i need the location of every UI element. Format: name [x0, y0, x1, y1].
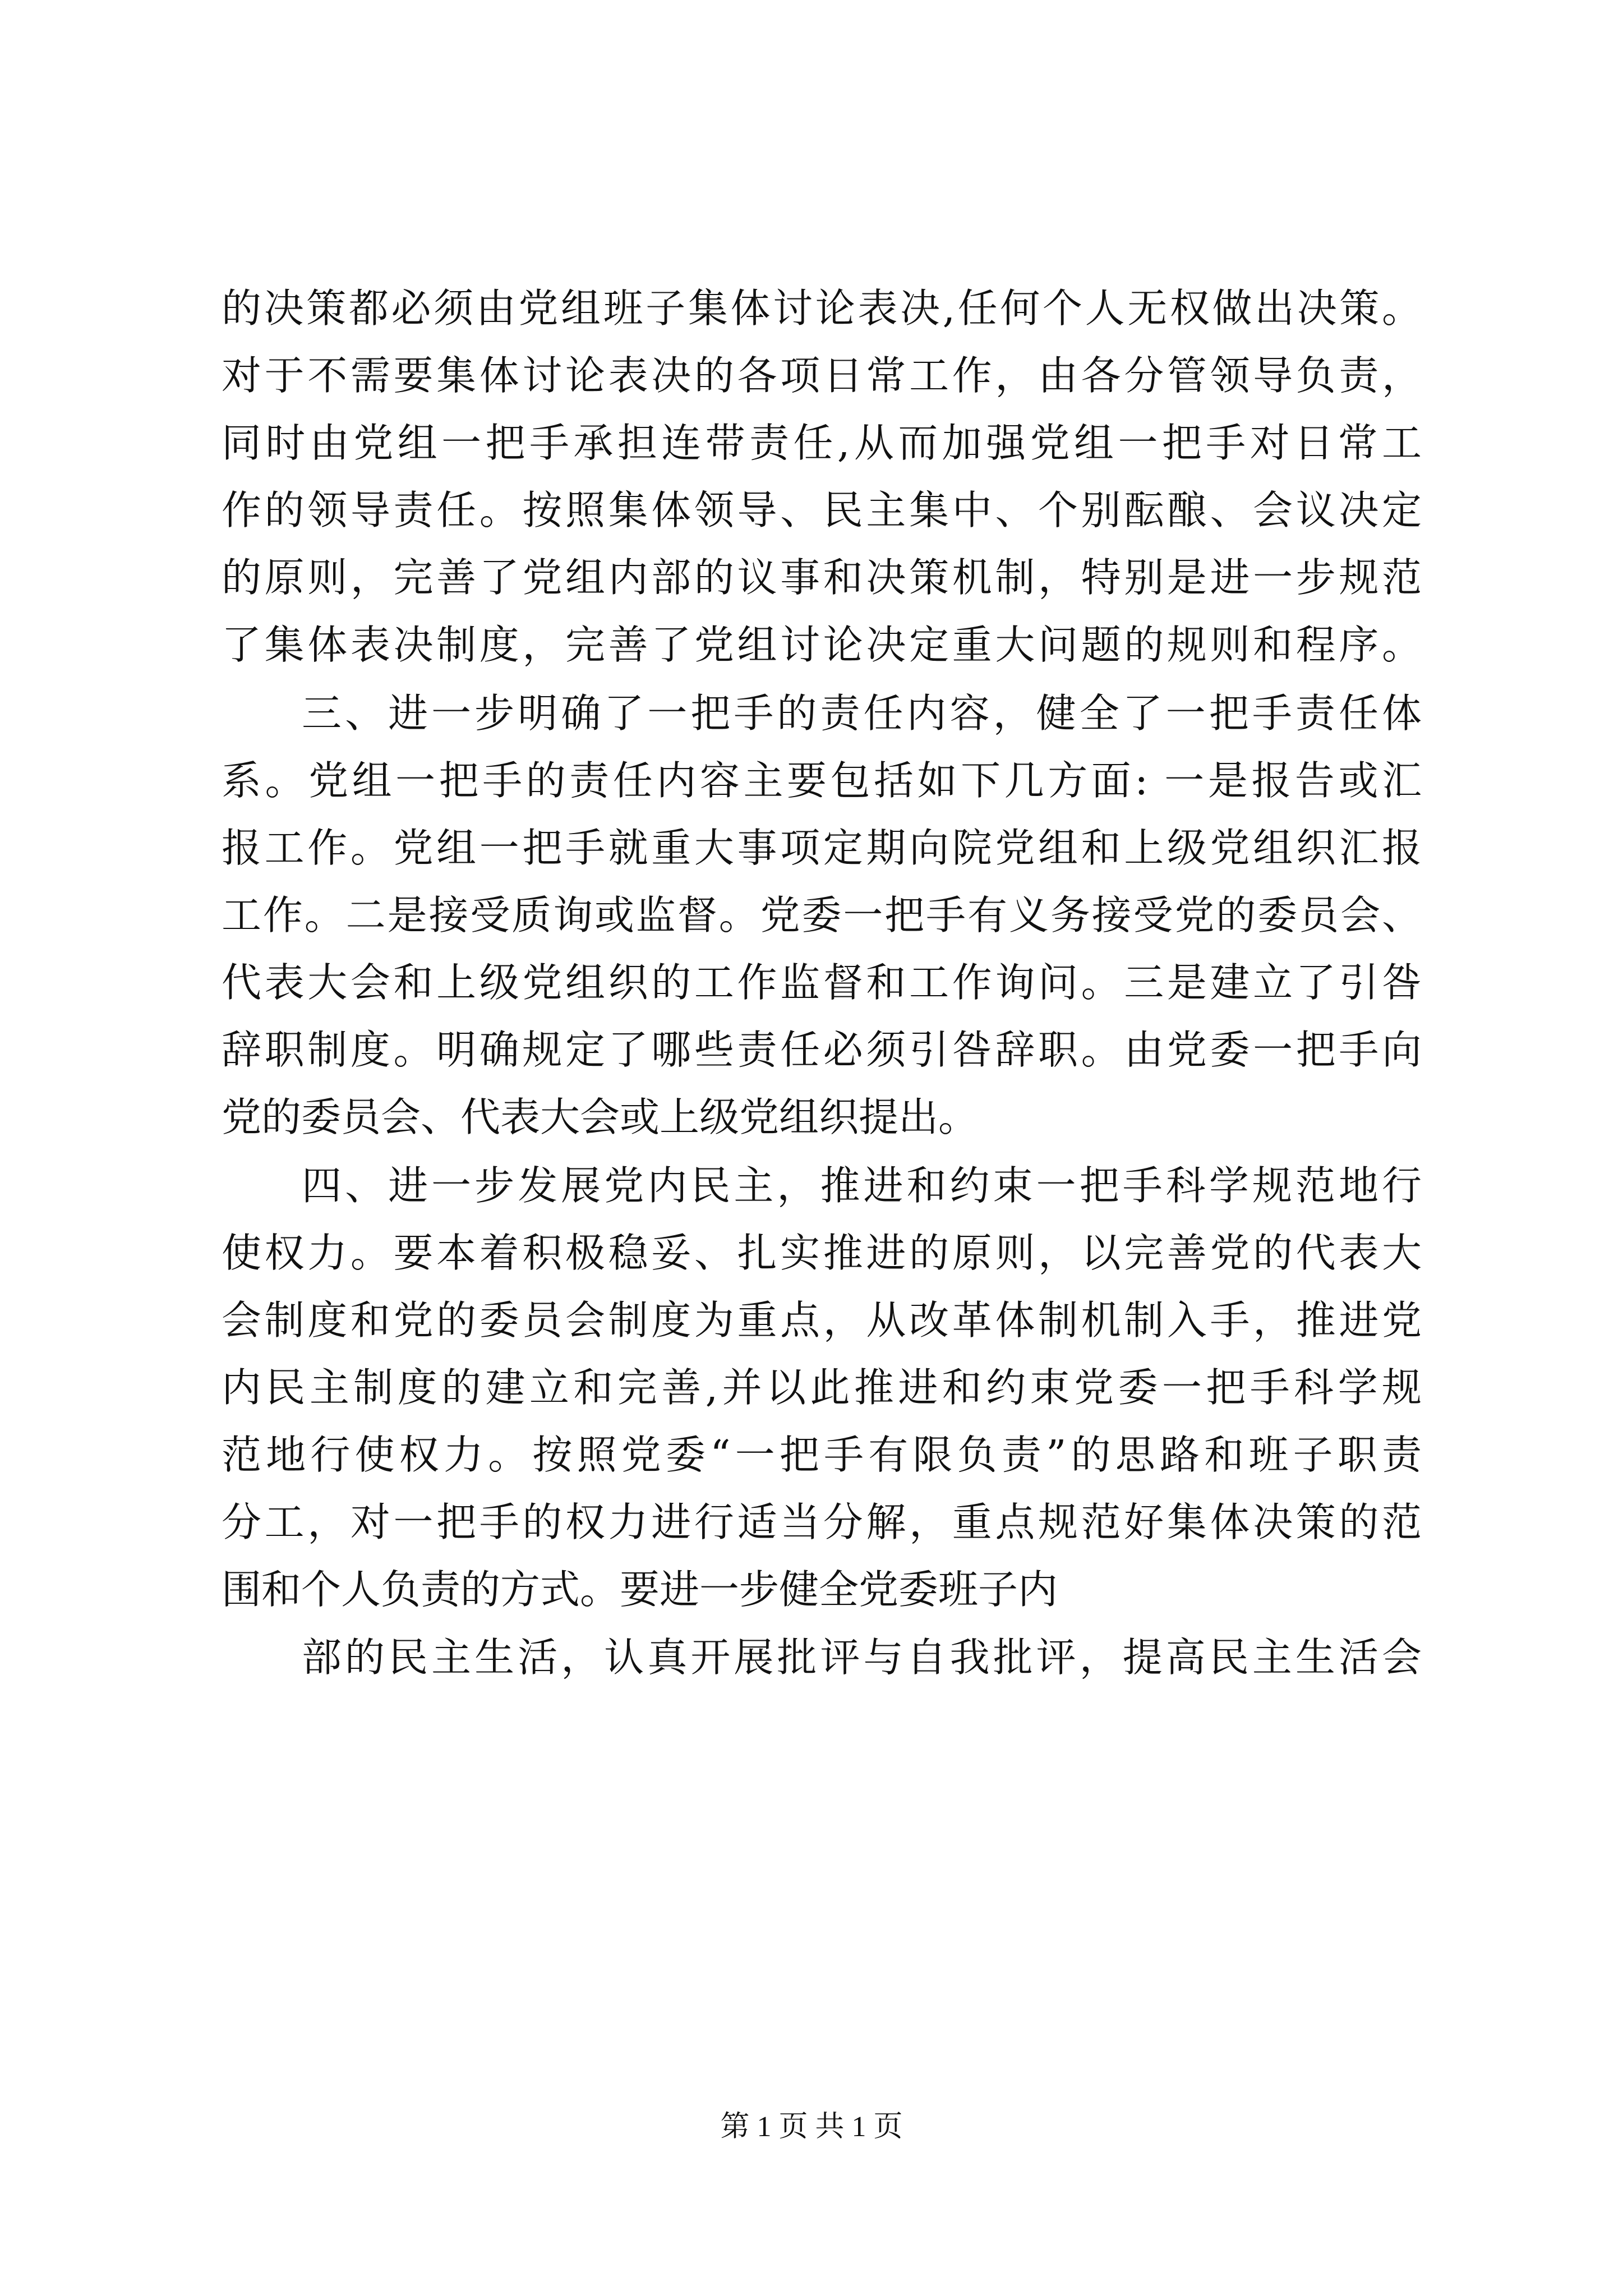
paragraph-line: 代表大会和上级党组织的工作监督和工作询问。三是建立了引咎: [222, 959, 1422, 1006]
paragraph-line: 四、进一步发展党内民主，推进和约束一把手科学规范地行: [302, 1162, 1422, 1209]
paragraph-line: 会制度和党的委员会制度为重点，从改革体制机制入手，推进党: [222, 1297, 1422, 1343]
paragraph-line: 辞职制度。明确规定了哪些责任必须引咎辞职。由党委一把手向: [222, 1027, 1422, 1073]
paragraph-line: 系。党组一把手的责任内容主要包括如下几方面: 一是报告或汇: [222, 757, 1422, 804]
paragraph-line: 了集体表决制度，完善了党组讨论决定重大问题的规则和程序。: [222, 622, 1422, 668]
paragraph-line: 分工，对一把手的权力进行适当分解，重点规范好集体决策的范: [222, 1499, 1422, 1545]
paragraph-line: 的原则，完善了党组内部的议事和决策机制，特别是进一步规范: [222, 554, 1422, 601]
paragraph-line: 对于不需要集体讨论表决的各项日常工作，由各分管领导负责，: [222, 352, 1422, 399]
paragraph-line: 作的领导责任。按照集体领导、民主集中、个别酝酿、会议决定: [222, 487, 1422, 533]
paragraph-line: 三、进一步明确了一把手的责任内容，健全了一把手责任体: [302, 690, 1422, 737]
paragraph-line: 范地行使权力。按照党委“一把手有限负责”的思路和班子职责: [222, 1432, 1422, 1478]
paragraph-line: 内民主制度的建立和完善,并以此推进和约束党委一把手科学规: [222, 1364, 1422, 1411]
paragraph-line: 使权力。要本着积极稳妥、扎实推进的原则，以完善党的代表大: [222, 1230, 1422, 1276]
paragraph-line: 工作。二是接受质询或监督。党委一把手有义务接受党的委员会、: [222, 892, 1422, 938]
paragraph-line: 围和个人负责的方式。要进一步健全党委班子内: [222, 1566, 1058, 1613]
paragraph-line: 的决策都必须由党组班子集体讨论表决,任何个人无权做出决策。: [222, 285, 1422, 332]
paragraph-line: 部的民主生活，认真开展批评与自我批评，提高民主生活会: [302, 1634, 1422, 1681]
page-footer: 第 1 页 共 1 页: [720, 2111, 903, 2143]
paragraph-line: 报工作。党组一把手就重大事项定期向院党组和上级党组织汇报: [222, 825, 1422, 871]
paragraph-line: 同时由党组一把手承担连带责任,从而加强党组一把手对日常工: [222, 420, 1422, 466]
paragraph-line: 党的委员会、代表大会或上级党组织提出。: [222, 1094, 979, 1140]
